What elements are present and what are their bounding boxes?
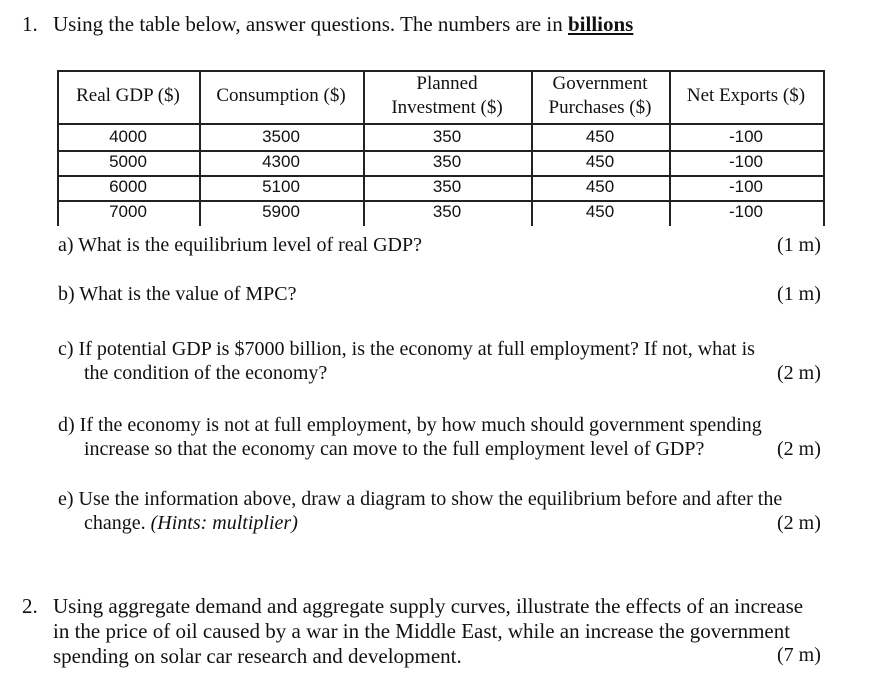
header-net-exports: Net Exports ($) [686, 85, 806, 106]
table-cell: 450 [585, 127, 615, 146]
table-cell: -100 [728, 177, 764, 196]
question-e-change-text: change. [84, 512, 151, 534]
question-e-line2 [84, 512, 298, 535]
table-cell: 5100 [262, 177, 300, 196]
table-cell: 7000 [109, 202, 147, 221]
header-government-line1: Government [552, 73, 648, 94]
table-cell: -100 [728, 202, 764, 221]
table-cell: -100 [728, 152, 764, 171]
header-planned-investment [363, 72, 531, 120]
question-b-marks: (1 m) [777, 283, 821, 305]
question-1-intro-text: Using the table below, answer questions. The numbers are in [53, 12, 568, 36]
question-2-line3: spending on solar car research and development. [53, 644, 462, 668]
question-a: a) What is the equilibrium level of real GDP? [58, 234, 422, 256]
question-c-marks: (2 m) [777, 362, 821, 384]
header-government-purchases [531, 72, 669, 120]
question-2-number: 2. [22, 594, 38, 618]
table-cell: 3500 [262, 127, 300, 146]
question-2-line2: in the price of oil caused by a war in the Middle East, while an increase the government [53, 619, 791, 643]
table-cell: 6000 [109, 177, 147, 196]
table-cell: 5900 [262, 202, 300, 221]
question-a-marks: (1 m) [777, 234, 821, 256]
header-consumption: Consumption ($) [216, 85, 346, 106]
header-planned-line2: Investment ($) [391, 97, 503, 118]
question-1-emphasis: billions [567, 12, 634, 36]
header-real-gdp: Real GDP ($) [76, 85, 180, 106]
question-d-line1: d) If the economy is not at full employment, by how much should government spending [58, 414, 762, 436]
question-2-line1: Using aggregate demand and aggregate supply curves, illustrate the effects of an increase [53, 594, 804, 618]
question-c-line1: c) If potential GDP is $7000 billion, is the economy at full employment? If not, what is [58, 338, 755, 360]
question-c-line2: the condition of the economy? [84, 362, 328, 384]
table-cell: 450 [585, 152, 615, 171]
header-government-line2: Purchases ($) [548, 97, 652, 118]
table-cell: 4000 [109, 127, 147, 146]
table-cell: 350 [432, 202, 462, 221]
table-cell: 5000 [109, 152, 147, 171]
question-1-number: 1. [22, 12, 38, 36]
table-cell: 450 [585, 202, 615, 221]
table-cell: 350 [432, 152, 462, 171]
table-cell: 350 [432, 127, 462, 146]
table-cell: 450 [585, 177, 615, 196]
question-1-intro [53, 12, 633, 37]
question-b: b) What is the value of MPC? [58, 283, 297, 305]
header-planned-line1: Planned [416, 73, 478, 94]
table-cell: 4300 [262, 152, 300, 171]
gdp-table [57, 70, 824, 226]
table-cell: -100 [728, 127, 764, 146]
question-2-marks: (7 m) [777, 644, 821, 666]
question-e-line1: e) Use the information above, draw a diagram to show the equilibrium before and after the [58, 488, 783, 510]
question-d-marks: (2 m) [777, 438, 821, 460]
question-e-marks: (2 m) [777, 512, 821, 534]
table-cell: 350 [432, 177, 462, 196]
question-e-hint: (Hints: multiplier) [150, 512, 298, 534]
table-header-divider [57, 123, 824, 125]
table-border-right [823, 70, 825, 226]
question-d-line2: increase so that the economy can move to the full employment level of GDP? [84, 438, 705, 460]
